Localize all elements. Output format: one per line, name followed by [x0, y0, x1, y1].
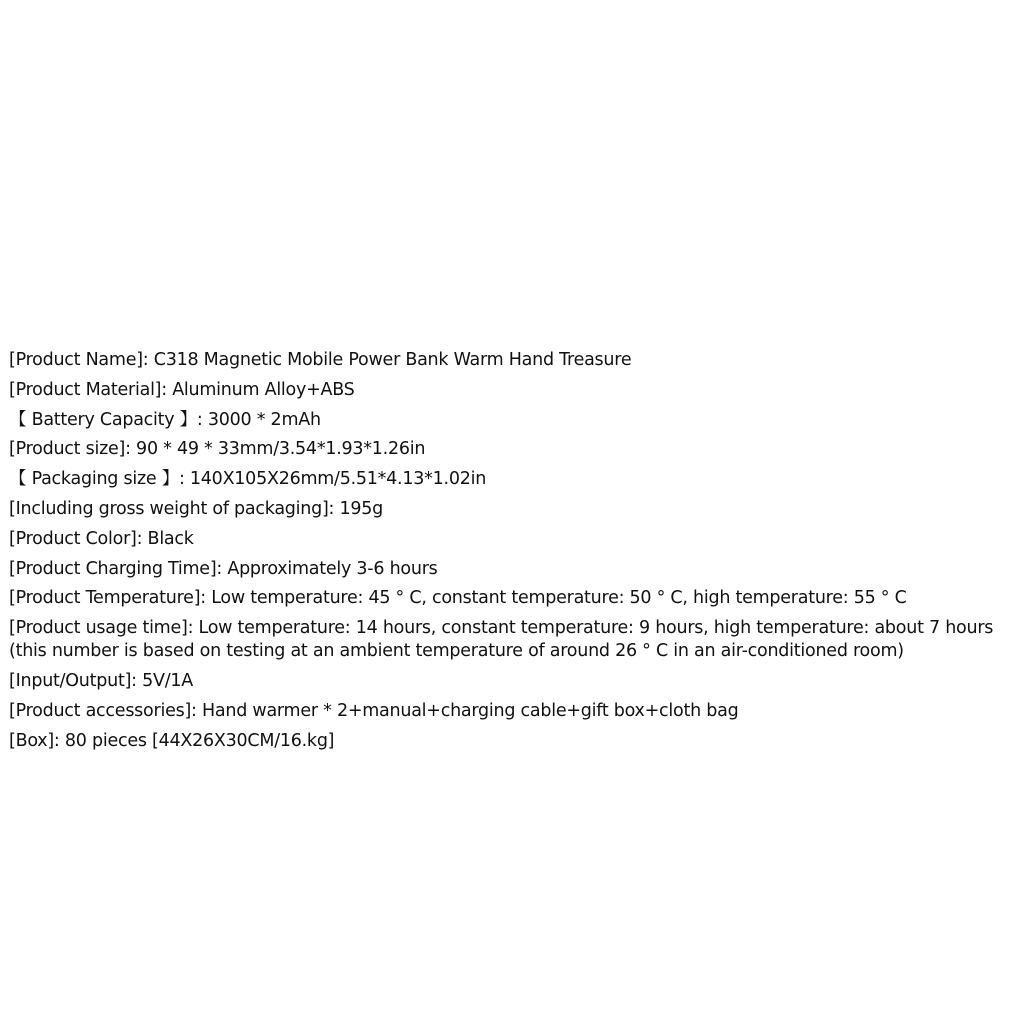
spec-product-name: [Product Name]: C318 Magnetic Mobile Power Bank Warm Hand Treasure [9, 350, 632, 370]
spec-charging-time: [Product Charging Time]: Approximately 3-6 hours [9, 558, 438, 579]
spec-box: [Box]: 80 pieces [44X26X30CM/16.kg] [9, 730, 335, 751]
spec-gross-weight: [Including gross weight of packaging]: 195g [9, 498, 384, 519]
spec-input-output: [Input/Output]: 5V/1A [9, 670, 193, 691]
spec-packaging-size: 【 Packaging size 】: 140X105X26mm/5.51*4.13*1.02in [9, 469, 487, 490]
spec-accessories: [Product accessories]: Hand warmer * 2+manual+charging cable+gift box+cloth bag [9, 700, 739, 721]
spec-product-temperature: [Product Temperature]: Low temperature: 45 ° C, constant temperature: 50 ° C, high temperature: 55 ° C [9, 588, 907, 609]
product-spec-sheet [9, 349, 1014, 759]
spec-product-material: [Product Material]: Aluminum Alloy+ABS [9, 379, 355, 400]
spec-battery-capacity: 【 Battery Capacity 】: 3000 * 2mAh [9, 409, 321, 430]
spec-product-size: [Product size]: 90 * 49 * 33mm/3.54*1.93*1.26in [9, 439, 426, 460]
spec-usage-time: [Product usage time]: Low temperature: 14 hours, constant temperature: 9 hours, high temperature: about 7 hours (this number is based on testing at an ambient temperature of around 26 ° C in an air-conditioned room) [9, 618, 999, 662]
spec-product-color: [Product Color]: Black [9, 528, 194, 549]
